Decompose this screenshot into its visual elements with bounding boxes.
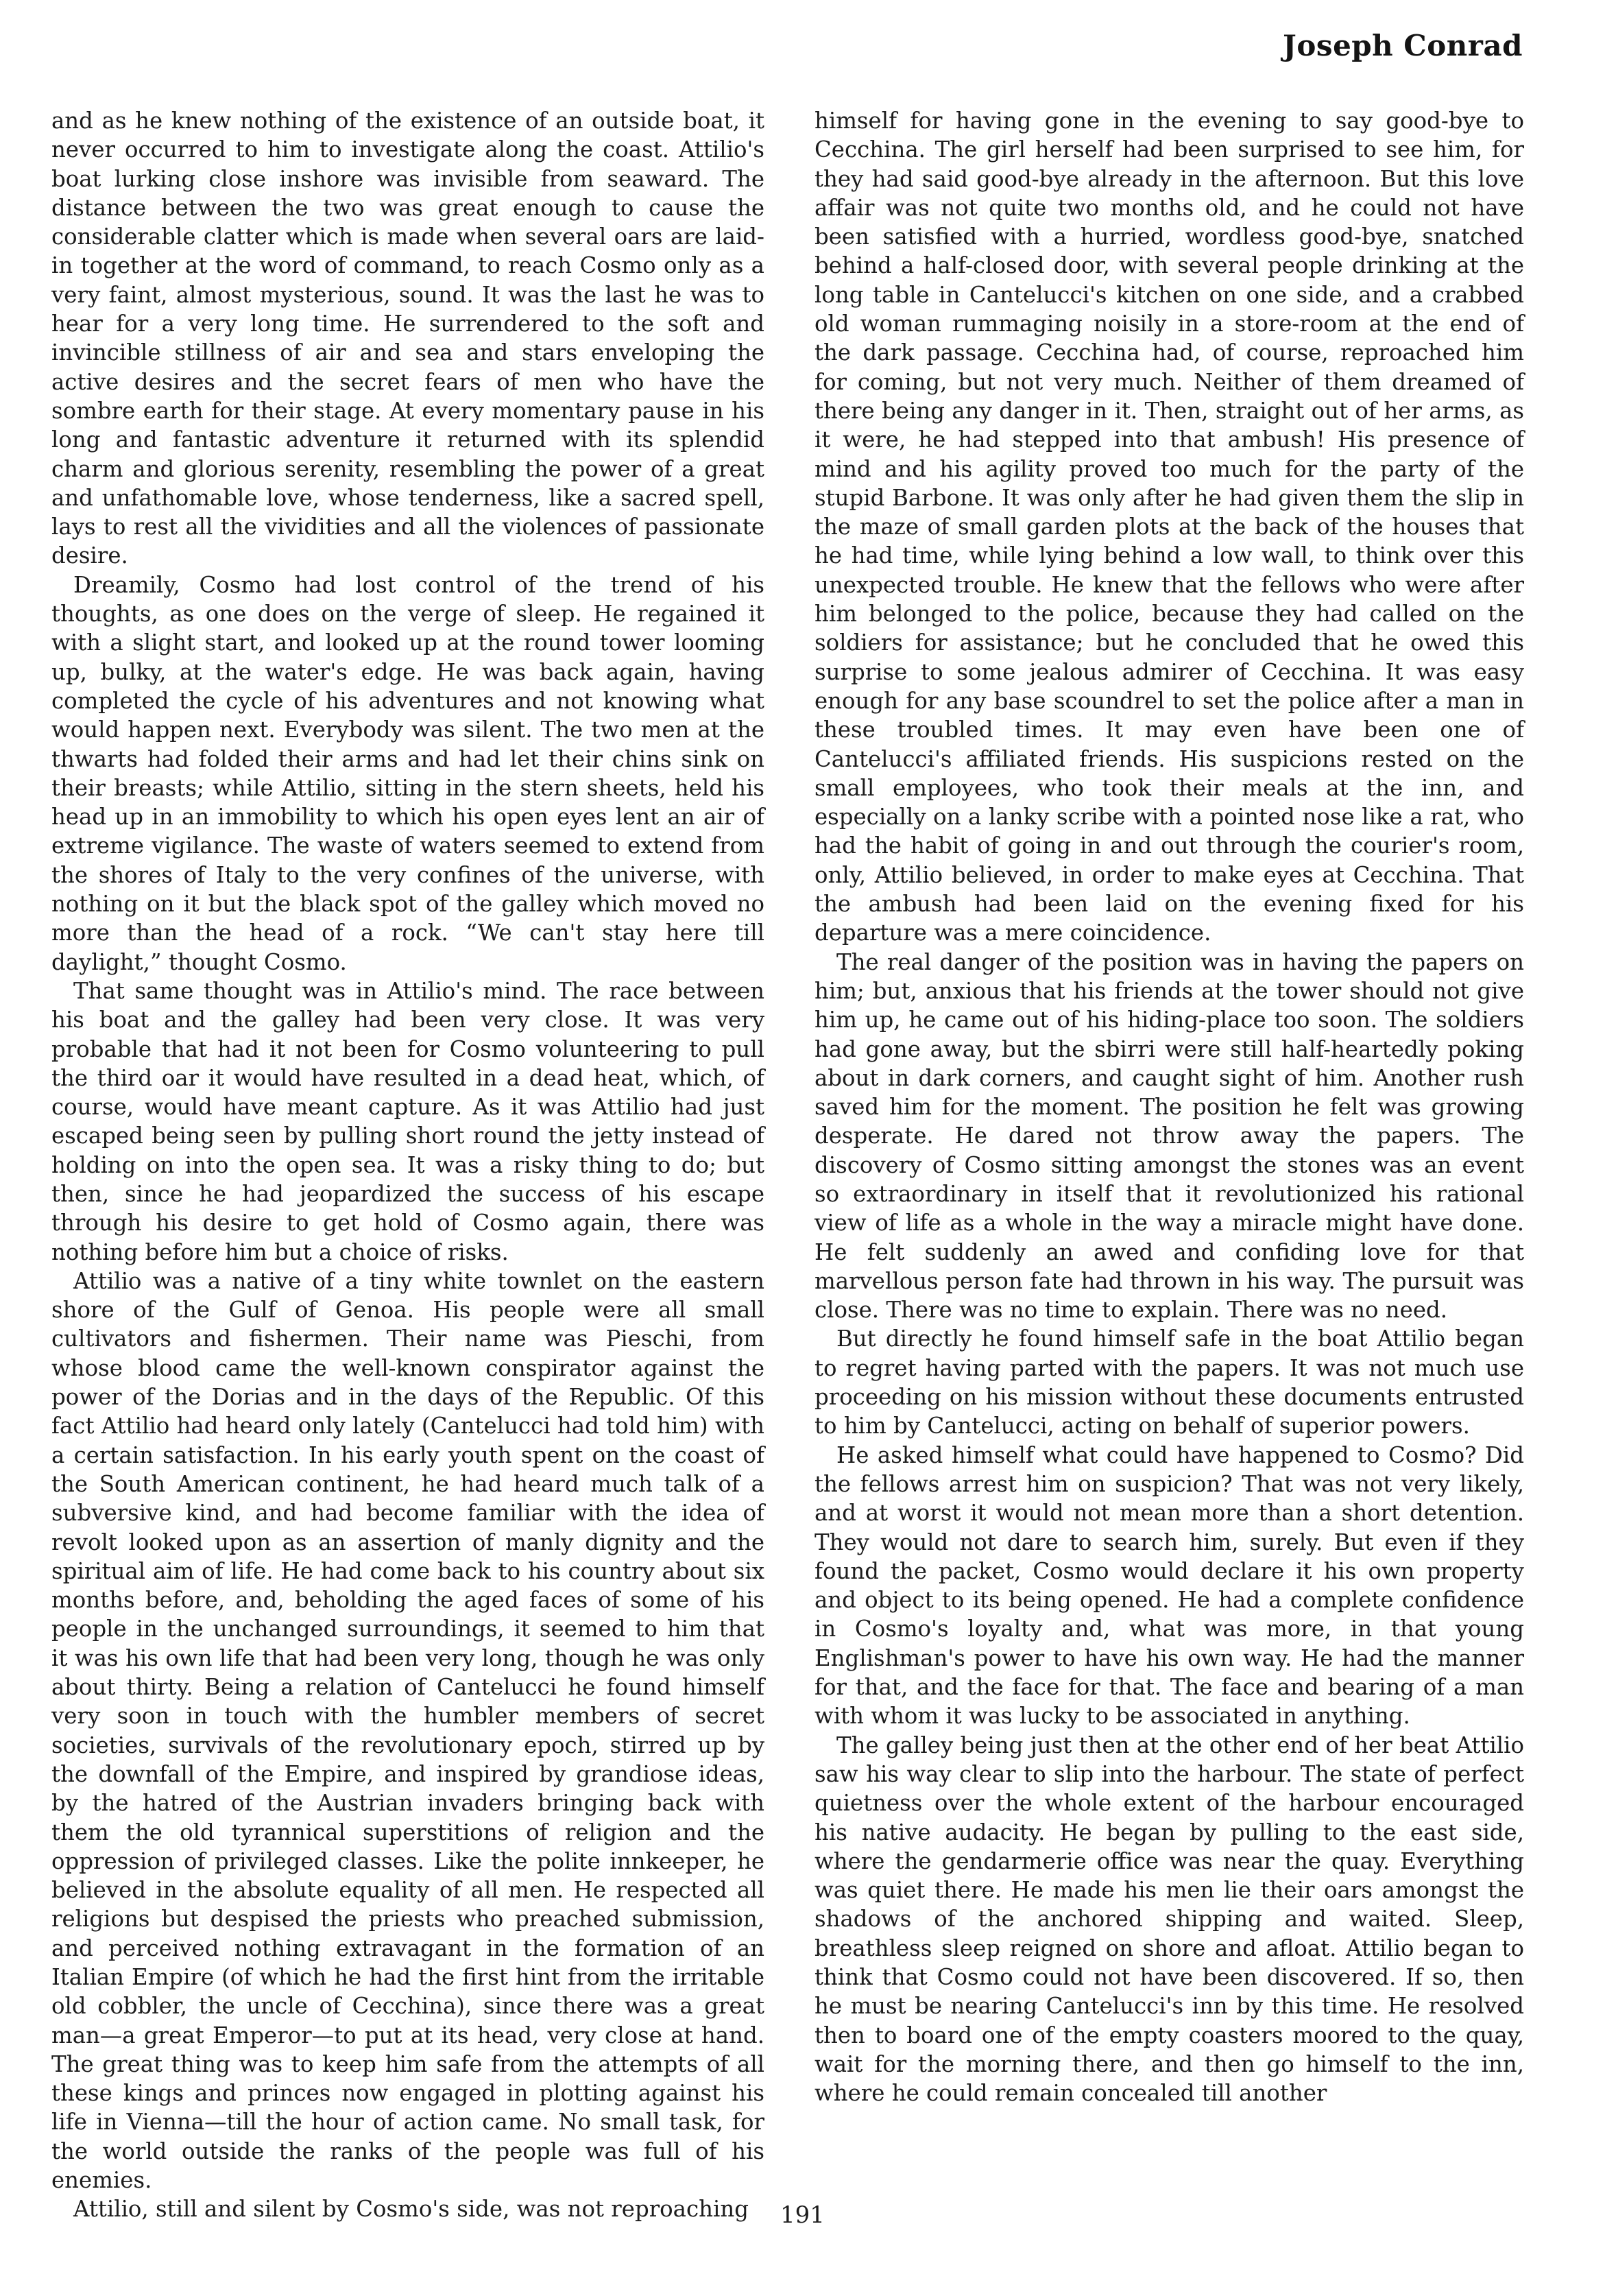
paragraph: The real danger of the position was in having the papers on him; but, anxious that his friends at the tower should not give him up, he came out of his hiding-place too soon. The soldiers had gone away, but the sbirri were still half-heartedly poking about in dark corners, and caught sight of him. Another rush saved him for the moment. The position he felt was growing desperate. He dared not throw away the papers. The discovery of Cosmo sitting amongst the stones was an event so extraordinary in itself that it revolutionized his rational view of life as a whole in the way a miracle might have done. He felt suddenly an awed and confiding love for that marvellous person fate had thrown in his way. The pursuit was close. There was no time to explain. There was no need. (814, 948, 1524, 1324)
paragraph: and as he knew nothing of the existence of an outside boat, it never occurred to him to investigate along the coast. Attilio's boat lurking close inshore was invisible from seaward. The distance between the two was great enough to cause the considerable clatter which is made when several oars are laid-in together at the word of command, to reach Cosmo only as a very faint, almost mysterious, sound. It was the last he was to hear for a very long time. He surrendered to the soft and invincible stillness of air and sea and stars enveloping the active desires and the secret fears of men who have the sombre earth for their stage. At every momentary pause in his long and fantastic adventure it returned with its splendid charm and glorious serenity, resembling the power of a great and unfathomable love, whose tenderness, like a sacred spell, lays to rest all the vividities and all the violences of passionate desire. (51, 108, 764, 569)
running-head-author: Joseph Conrad (1283, 29, 1523, 62)
page-number: 191 (780, 2201, 825, 2229)
paragraph: himself for having gone in the evening to say good-bye to Cecchina. The girl herself had been surprised to see him, for they had said good-bye already in the afternoon. But this love affair was not quite two months old, and he could not have been satisfied with a hurried, wordless good-bye, snatched behind a half-closed door, with several people drinking at the long table in Cantelucci's kitchen on one side, and a crabbed old woman rummaging noisily in a store-room at the end of the dark passage. Cecchina had, of course, reproached him for coming, but not very much. Neither of them dreamed of there being any danger in it. Then, straight out of her arms, as it were, he had stepped into that ambush! His presence of mind and his agility proved too much for the party of the stupid Barbone. It was only after he had given them the slip in the maze of small garden plots at the back of the houses that he had time, while lying behind a low wall, to think over this unexpected trouble. He knew that the fellows who were after him belonged to the police, because they had called on the soldiers for assistance; but he concluded that he owed this surprise to some jealous admirer of Cecchina. It was easy enough for any base scoundrel to set the police after a man in these troubled times. It may even have been one of Cantelucci's affiliated friends. His suspicions rested on the small employees, who took their meals at the inn, and especially on a lanky scribe with a pointed nose like a rat, who had the habit of going in and out through the courier's room, only, Attilio believed, in order to make eyes at Cecchina. That the ambush had been laid on the evening fixed for his departure was a mere coincidence. (814, 108, 1524, 946)
paragraph: The galley being just then at the other end of her beat Attilio saw his way clear to slip into the harbour. The state of perfect quietness over the whole extent of the harbour encouraged his native audacity. He began by pulling to the east side, where the gendarmerie office was near the quay. Everything was quiet there. He made his men lie their oars amongst the shadows of the anchored shipping and waited. Sleep, breathless sleep reigned on shore and afloat. Attilio began to think that Cosmo could not have been discovered. If so, then he must be nearing Cantelucci's inn by this time. He resolved then to board one of the empty coasters moored to the quay, wait for the morning there, and then go himself to the inn, where he could remain concealed till another (814, 1732, 1524, 2107)
paragraph: Dreamily, Cosmo had lost control of the trend of his thoughts, as one does on the verge of sleep. He regained it with a slight start, and looked up at the round tower looming up, bulky, at the water's edge. He was back again, having completed the cycle of his adventures and not knowing what would happen next. Everybody was silent. The two men at the thwarts had folded their arms and had let their chins sink on their breasts; while Attilio, sitting in the stern sheets, held his head up in an immobility to which his open eyes lent an air of extreme vigilance. The waste of waters seemed to extend from the shores of Italy to the very confines of the universe, with nothing on it but the black spot of the galley which moved no more than the head of a rock. “We can't stay here till daylight,” thought Cosmo. (51, 571, 764, 975)
left-text-column (51, 106, 764, 2224)
right-text-column (814, 106, 1524, 2107)
paragraph: He asked himself what could have happened to Cosmo? Did the fellows arrest him on suspicion? That was not very likely, and at worst it would not mean more than a short detention. They would not dare to search him, surely. But even if they found the packet, Cosmo would declare it his own property and object to its being opened. He had a complete confidence in Cosmo's loyalty and, what was more, in that young Englishman's power to have his own way. He had the manner for that, and the face for that. The face and bearing of a man with whom it was lucky to be associated in anything. (814, 1442, 1524, 1730)
paragraph: But directly he found himself safe in the boat Attilio began to regret having parted with the papers. It was not much use proceeding on his mission without these documents entrusted to him by Cantelucci, acting on behalf of superior powers. (814, 1326, 1524, 1439)
paragraph: Attilio was a native of a tiny white townlet on the eastern shore of the Gulf of Genoa. His people were all small cultivators and fishermen. Their name was Pieschi, from whose blood came the well-known conspirator against the power of the Dorias and in the days of the Republic. Of this fact Attilio had heard only lately (Cantelucci had told him) with a certain satisfaction. In his early youth spent on the coast of the South American continent, he had heard much talk of a subversive kind, and had become familiar with the idea of revolt looked upon as an assertion of manly dignity and the spiritual aim of life. He had come back to his country about six months before, and, beholding the aged faces of some of his people in the unchanged surroundings, it seemed to him that it was his own life that had been very long, though he was only about thirty. Being a relation of Cantelucci he found himself very soon in touch with the humbler members of secret societies, survivals of the revolutionary epoch, stirred up by the downfall of the Empire, and inspired by grandiose ideas, by the hatred of the Austrian invaders bringing back with them the old tyrannical superstitions of religion and the oppression of privileged classes. Like the polite innkeeper, he believed in the absolute equality of all men. He respected all religions but despised the priests who preached submission, and perceived nothing extravagant in the formation of an Italian Empire (of which he had the first hint from the irritable old cobbler, the uncle of Cecchina), since there was a great man—a great Emperor—to put at its head, very close at hand. The great thing was to keep him safe from the attempts of all these kings and princes now engaged in plotting against his life in Vienna—till the hour of action came. No small task, for the world outside the ranks of the people was full of his enemies. (51, 1267, 764, 2194)
paragraph: That same thought was in Attilio's mind. The race between his boat and the galley had been very close. It was very probable that had it not been for Cosmo volunteering to pull the third oar it would have resulted in a dead heat, which, of course, would have meant capture. As it was Attilio had just escaped being seen by pulling short round the jetty instead of holding on into the open sea. It was a risky thing to do; but then, since he had jeopardized the success of his escape through his desire to get hold of Cosmo again, there was nothing before him but a choice of risks. (51, 977, 764, 1265)
paragraph: Attilio, still and silent by Cosmo's side, was not reproaching (73, 2196, 749, 2223)
